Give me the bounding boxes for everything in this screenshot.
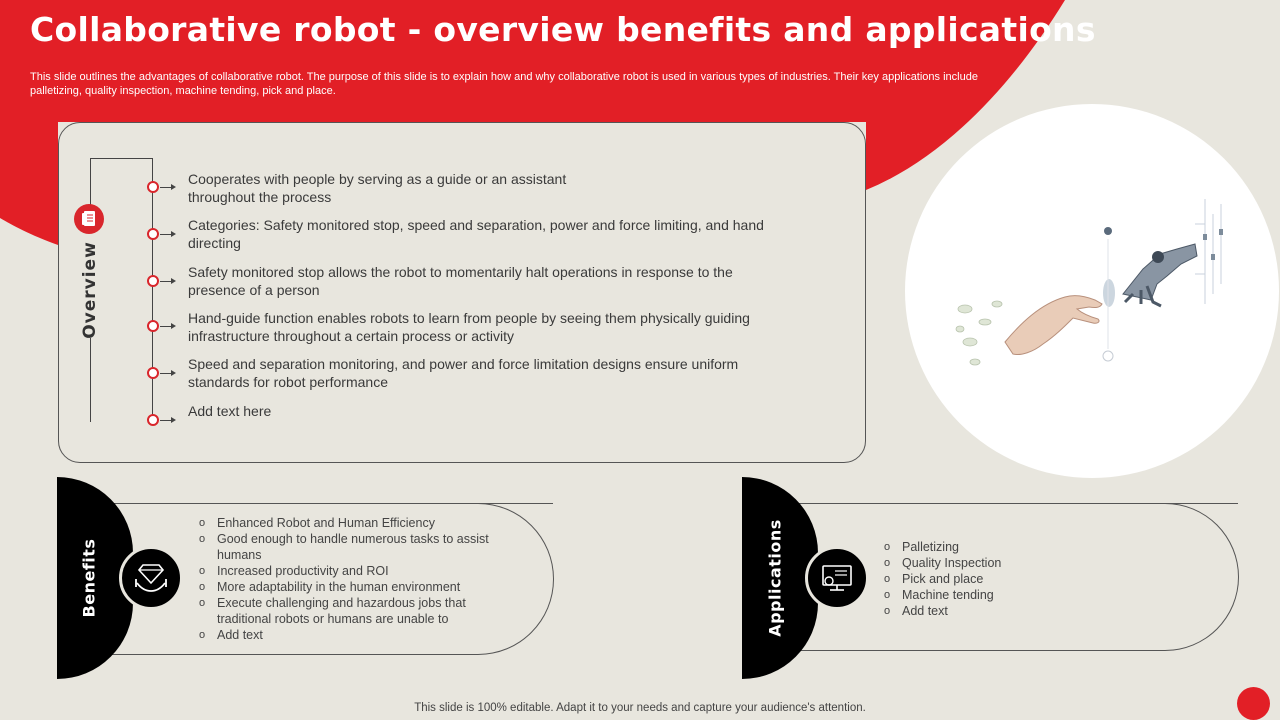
document-icon	[74, 204, 104, 234]
overview-item: Categories: Safety monitored stop, speed and separation, power and force limiting, and hand directing	[188, 217, 764, 251]
list-item: o Execute challenging and hazardous jobs that traditional robots or humans are unable to	[199, 595, 499, 627]
human-robot-hand-illustration	[905, 104, 1279, 478]
monitor-gear-icon	[805, 546, 869, 610]
arrow-icon	[160, 326, 174, 327]
arrow-icon	[160, 187, 174, 188]
corner-decoration	[1237, 687, 1270, 720]
timeline-dot	[147, 181, 159, 193]
overview-item: Speed and separation monitoring, and power and force limitation designs ensure uniform standards for robot performance	[188, 356, 739, 390]
list-item: o Quality Inspection	[884, 555, 1084, 571]
benefits-label: Benefits	[79, 538, 99, 618]
overview-item: Add text here	[188, 403, 272, 419]
timeline-dot	[147, 275, 159, 287]
timeline-dot	[147, 367, 159, 379]
overview-item: Safety monitored stop allows the robot to momentarily halt operations in response to the presence of a person	[188, 264, 733, 298]
timeline-dot	[147, 228, 159, 240]
overview-side-line	[90, 338, 91, 422]
arrow-icon	[160, 281, 174, 282]
slide-title: Collaborative robot - overview benefits and applications	[30, 10, 1096, 49]
list-item: o More adaptability in the human environment	[199, 579, 499, 595]
arrow-icon	[160, 234, 174, 235]
list-item: o Good enough to handle numerous tasks to assist humans	[199, 531, 499, 563]
list-item: o Machine tending	[884, 587, 1084, 603]
overview-item: Hand-guide function enables robots to learn from people by seeing them physically guiding infrastructure throughout a certain process or activity	[188, 310, 750, 344]
overview-label: Overview	[80, 241, 100, 339]
slide-footer: This slide is 100% editable. Adapt it to your needs and capture your audience's attention.	[414, 702, 866, 714]
overview-side-line	[90, 158, 91, 206]
timeline-dot	[147, 414, 159, 426]
list-item: o Increased productivity and ROI	[199, 563, 499, 579]
timeline-dot	[147, 320, 159, 332]
arrow-icon	[160, 420, 174, 421]
slide-subtitle: This slide outlines the advantages of collaborative robot. The purpose of this slide is to explain how and why collaborative robot is used in various types of industries. Their key applications include palletizing, quality inspection, machine tending, pick and place.	[30, 71, 978, 97]
applications-label: Applications	[765, 519, 785, 637]
list-item: o Add text	[884, 603, 1084, 619]
overview-timeline	[152, 158, 153, 421]
arrow-icon	[160, 373, 174, 374]
benefits-list	[199, 515, 499, 643]
applications-list	[884, 539, 1084, 619]
list-item: o Pick and place	[884, 571, 1084, 587]
overview-item: Cooperates with people by serving as a guide or an assistant throughout the process	[188, 171, 567, 205]
list-item: o Palletizing	[884, 539, 1084, 555]
list-item: o Add text	[199, 627, 499, 643]
diamond-hands-icon	[119, 546, 183, 610]
overview-connector	[90, 158, 152, 159]
list-item: o Enhanced Robot and Human Efficiency	[199, 515, 499, 531]
